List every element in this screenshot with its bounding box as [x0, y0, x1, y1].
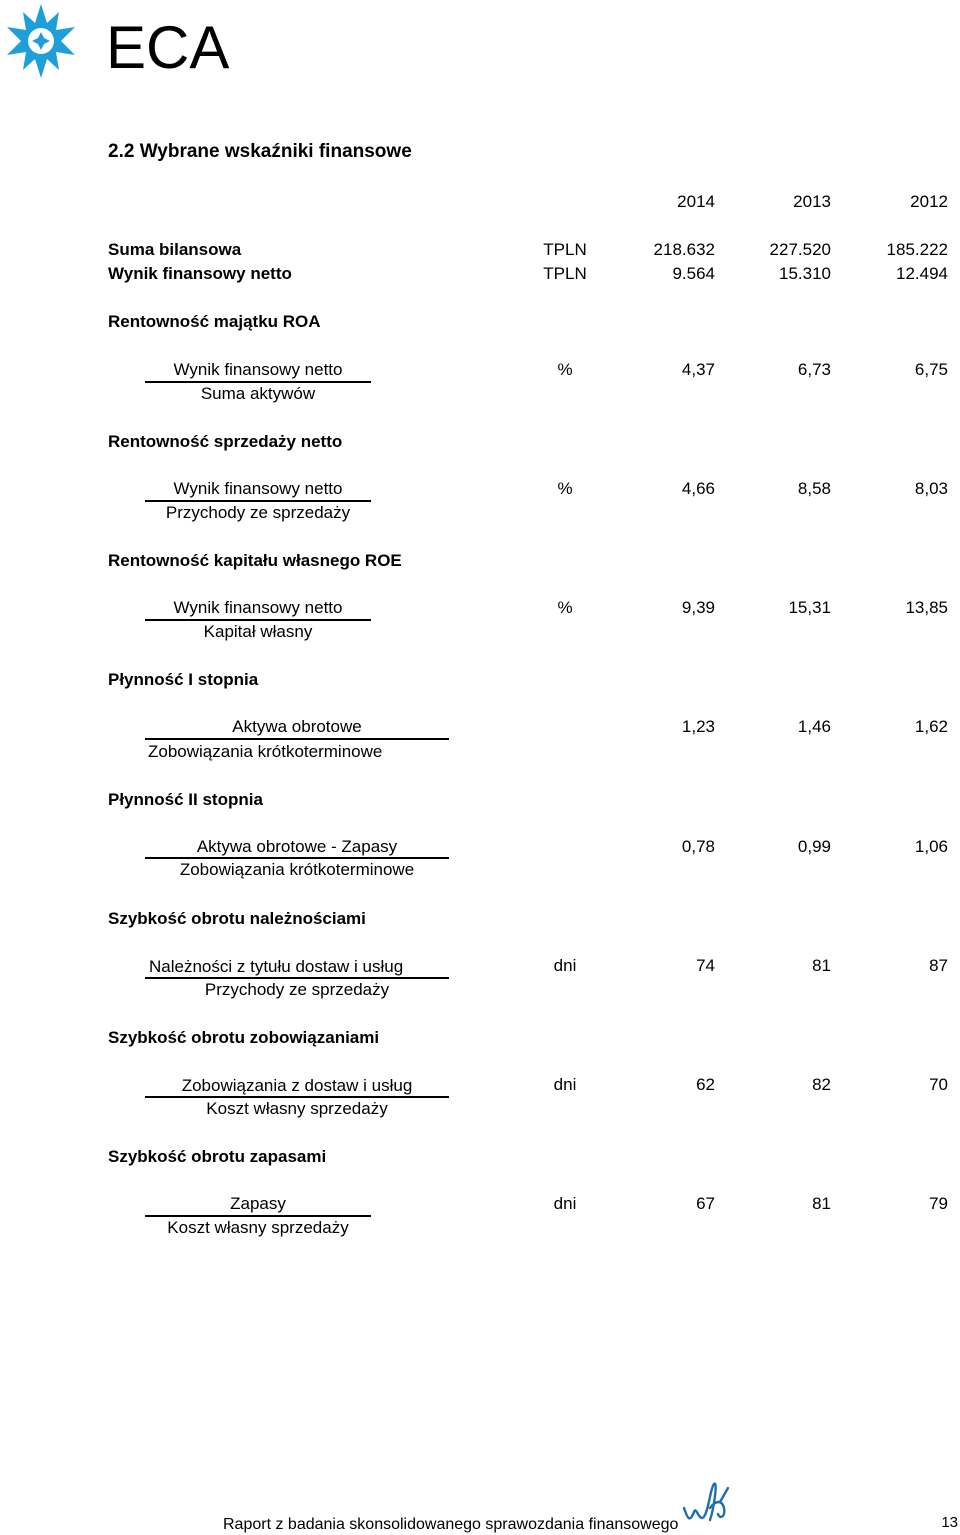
ratio-title: Rentowność sprzedaży netto: [108, 432, 343, 451]
ratio-title: Szybkość obrotu należnościami: [108, 909, 366, 928]
ratio-unit: dni: [553, 1194, 577, 1213]
ratio-value: 70: [929, 1075, 948, 1094]
ratio-title: Płynność I stopnia: [108, 670, 259, 689]
ratio-value: 79: [929, 1194, 948, 1213]
row-label: Suma bilansowa: [108, 240, 242, 259]
ratio-value: 67: [696, 1194, 715, 1213]
ratio-value: 1,23: [681, 717, 715, 736]
ratio-title: Płynność II stopnia: [108, 790, 263, 809]
year-header-2012: 2012: [910, 192, 948, 211]
ratio-unit: %: [557, 479, 573, 498]
ratio-title: Szybkość obrotu zapasami: [108, 1147, 327, 1166]
ratio-numerator: Wynik finansowy netto: [173, 598, 343, 617]
row-value: 9.564: [672, 264, 715, 283]
fraction-line: [145, 619, 371, 621]
row-value: 227.520: [769, 240, 831, 259]
row-value: 12.494: [896, 264, 948, 283]
ratio-unit: dni: [553, 956, 577, 975]
ratio-denominator: Zobowiązania krótkoterminowe: [179, 860, 415, 879]
fraction-line: [145, 500, 371, 502]
ratio-value: 0,78: [681, 837, 715, 856]
row-value: 15.310: [779, 264, 831, 283]
ratio-value: 81: [812, 1194, 831, 1213]
section-title: 2.2 Wybrane wskaźniki finansowe: [108, 141, 412, 162]
ratio-value: 8,58: [797, 479, 831, 498]
eca-logo: [0, 0, 240, 90]
row-unit: TPLN: [543, 264, 587, 283]
ratio-numerator: Należności z tytułu dostaw i usług: [149, 957, 404, 976]
ratio-title: Szybkość obrotu zobowiązaniami: [108, 1028, 380, 1047]
ratio-denominator: Koszt własny sprzedaży: [206, 1099, 388, 1118]
ratio-value: 74: [696, 956, 715, 975]
ratio-numerator: Aktywa obrotowe: [232, 717, 362, 736]
ratio-value: 6,73: [797, 360, 831, 379]
ratio-denominator: Przychody ze sprzedaży: [165, 503, 351, 522]
ratio-numerator: Wynik finansowy netto: [173, 360, 343, 379]
page-number: 13: [941, 1514, 958, 1531]
ratio-numerator: Zapasy: [230, 1194, 286, 1213]
ratio-denominator: Zobowiązania krótkoterminowe: [148, 742, 383, 761]
fraction-line: [145, 738, 449, 740]
fraction-line: [145, 977, 449, 979]
ratio-numerator: Wynik finansowy netto: [173, 479, 343, 498]
ratio-value: 1,62: [914, 717, 948, 736]
ratio-value: 62: [696, 1075, 715, 1094]
ratio-value: 82: [812, 1075, 831, 1094]
signature-logo-icon: [680, 1478, 732, 1528]
ratio-value: 4,37: [681, 360, 715, 379]
ratio-unit: dni: [553, 1075, 577, 1094]
ratio-value: 87: [929, 956, 948, 975]
year-header-2014: 2014: [677, 192, 715, 211]
ratio-numerator: Zobowiązania z dostaw i usług: [181, 1076, 413, 1095]
fraction-line: [145, 1096, 449, 1098]
ratio-value: 8,03: [914, 479, 948, 498]
ratio-value: 15,31: [788, 598, 831, 617]
ratio-unit: %: [557, 598, 573, 617]
ratio-title: Rentowność majątku ROA: [108, 312, 321, 331]
ratio-denominator: Przychody ze sprzedaży: [204, 980, 390, 999]
ratio-numerator: Aktywa obrotowe - Zapasy: [196, 837, 398, 856]
ratio-unit: %: [557, 360, 573, 379]
ratio-value: 4,66: [681, 479, 715, 498]
ratio-value: 1,06: [914, 837, 948, 856]
ratio-value: 1,46: [797, 717, 831, 736]
ratio-value: 0,99: [797, 837, 831, 856]
fraction-line: [145, 1215, 371, 1217]
fraction-line: [145, 381, 371, 383]
year-header-2013: 2013: [793, 192, 831, 211]
row-label: Wynik finansowy netto: [108, 264, 292, 283]
ratio-denominator: Suma aktywów: [200, 384, 316, 403]
ratio-value: 6,75: [914, 360, 948, 379]
star-logo-icon: [7, 4, 75, 78]
footer-text: Raport z badania skonsolidowanego sprawozdania finansowego: [223, 1516, 679, 1533]
ratio-denominator: Koszt własny sprzedaży: [167, 1218, 349, 1237]
row-value: 218.632: [653, 240, 715, 259]
fraction-line: [145, 857, 449, 859]
ratio-denominator: Kapitał własny: [203, 622, 313, 641]
ratio-value: 13,85: [905, 598, 948, 617]
row-unit: TPLN: [543, 240, 587, 259]
row-value: 185.222: [886, 240, 948, 259]
ratio-value: 9,39: [681, 598, 715, 617]
logo-text: ECA: [106, 14, 230, 81]
ratio-title: Rentowność kapitału własnego ROE: [108, 551, 402, 570]
ratio-value: 81: [812, 956, 831, 975]
